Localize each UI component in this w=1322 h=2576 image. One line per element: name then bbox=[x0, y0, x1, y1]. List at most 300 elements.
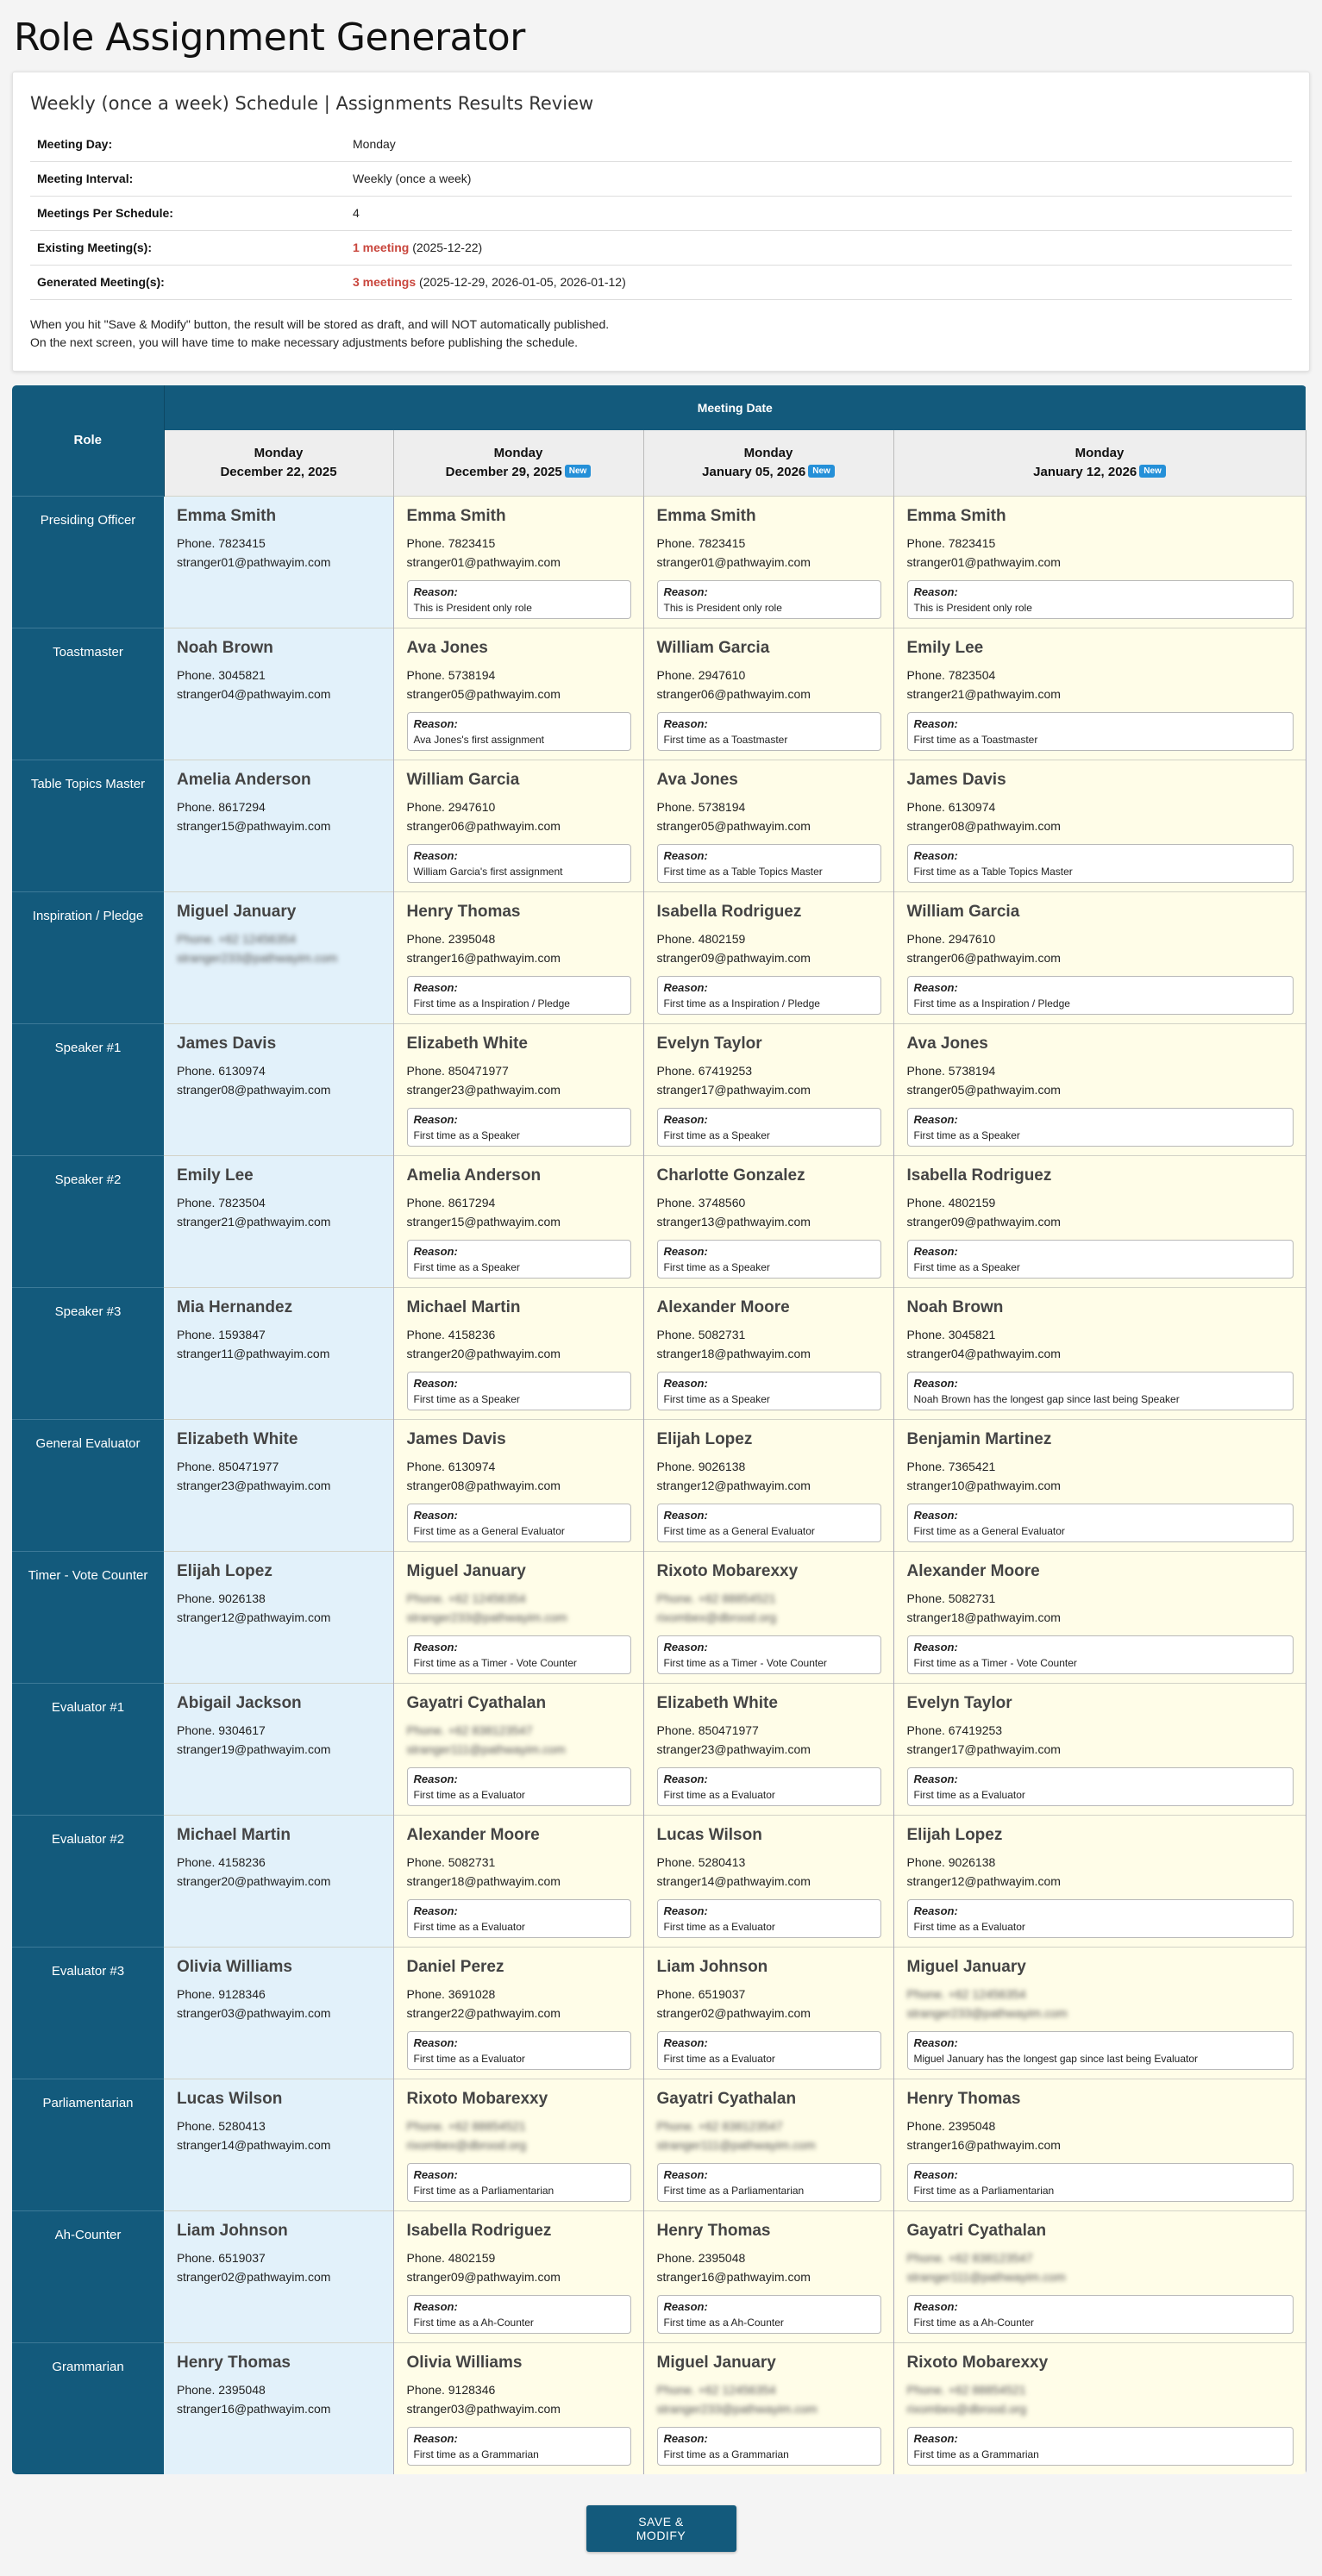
assignment-cell bbox=[393, 1287, 643, 1419]
member-email: stranger08@pathwayim.com bbox=[906, 818, 1061, 833]
reason-text: Ava Jones's first assignment bbox=[413, 733, 544, 746]
member-email: stranger05@pathwayim.com bbox=[906, 1082, 1061, 1097]
member-email: stranger22@pathwayim.com bbox=[406, 2005, 561, 2020]
reason-label: Reason: bbox=[913, 1904, 958, 1917]
assignment-cell bbox=[164, 2079, 393, 2210]
summary-key: Meeting Day: bbox=[30, 128, 346, 162]
member-email: rixombex@dbrood.org bbox=[656, 1610, 777, 1624]
meeting-date: December 29, 2025 bbox=[445, 464, 562, 479]
assignment-cell bbox=[393, 1419, 643, 1551]
member-phone: Phone. 9128346 bbox=[177, 1986, 266, 2001]
member-phone: Phone. 7823504 bbox=[177, 1195, 266, 1210]
reason-box bbox=[407, 1767, 631, 1806]
member-email: stranger01@pathwayim.com bbox=[906, 554, 1061, 569]
meeting-weekday: Monday bbox=[743, 445, 793, 460]
member-phone: Phone. 7823415 bbox=[177, 535, 266, 550]
member-email: stranger18@pathwayim.com bbox=[656, 1346, 811, 1360]
member-name: Elizabeth White bbox=[406, 1034, 528, 1053]
member-name: Rixoto Mobarexxy bbox=[656, 1561, 799, 1580]
assignment-cell bbox=[393, 891, 643, 1023]
member-email: stranger10@pathwayim.com bbox=[906, 1478, 1061, 1492]
member-name: Emma Smith bbox=[177, 506, 277, 525]
member-name: Henry Thomas bbox=[177, 2353, 291, 2372]
member-name: Miguel January bbox=[177, 902, 297, 921]
meeting-dates: (2025-12-29, 2026-01-05, 2026-01-12) bbox=[416, 275, 626, 289]
member-email: stranger02@pathwayim.com bbox=[656, 2005, 811, 2020]
summary-card bbox=[12, 72, 1310, 372]
meeting-date: January 05, 2026 bbox=[702, 464, 806, 479]
member-phone: Phone. 6130974 bbox=[906, 799, 996, 814]
assignment-cell bbox=[643, 2079, 893, 2210]
reason-text: First time as a Ah-Counter bbox=[663, 2316, 784, 2329]
assignment-cell bbox=[893, 1683, 1306, 1815]
reason-box bbox=[907, 844, 1294, 883]
reason-text: First time as a Ah-Counter bbox=[913, 2316, 1034, 2329]
member-email: stranger12@pathwayim.com bbox=[177, 1610, 331, 1624]
reason-label: Reason: bbox=[913, 2431, 958, 2445]
assignment-cell bbox=[893, 1419, 1306, 1551]
meeting-dates: (2025-12-22) bbox=[409, 241, 483, 254]
member-phone: Phone. 5082731 bbox=[656, 1327, 746, 1341]
reason-text: First time as a Inspiration / Pledge bbox=[663, 997, 820, 1010]
member-email: stranger04@pathwayim.com bbox=[177, 686, 331, 701]
member-name: Ava Jones bbox=[406, 638, 488, 657]
assignment-cell bbox=[164, 496, 393, 628]
member-phone: Phone. 3748560 bbox=[656, 1195, 746, 1210]
member-email: stranger233@pathwayim.com bbox=[406, 1610, 567, 1624]
assignment-cell bbox=[893, 1947, 1306, 2079]
member-email: stranger05@pathwayim.com bbox=[406, 686, 561, 701]
member-phone: Phone. 5738194 bbox=[656, 799, 746, 814]
reason-label: Reason: bbox=[663, 1508, 708, 1522]
member-phone: Phone. +62 838123547 bbox=[906, 2250, 1033, 2265]
reason-box bbox=[907, 1899, 1294, 1938]
reason-text: This is President only role bbox=[913, 601, 1032, 614]
role-column-header: Role bbox=[12, 385, 164, 496]
reason-box bbox=[907, 2427, 1294, 2466]
member-phone: Phone. 850471977 bbox=[177, 1459, 279, 1473]
member-phone: Phone. 2395048 bbox=[656, 2250, 746, 2265]
member-email: stranger111@pathwayim.com bbox=[406, 1741, 566, 1756]
member-phone: Phone. 9026138 bbox=[906, 1854, 996, 1869]
assignment-cell bbox=[893, 2079, 1306, 2210]
reason-label: Reason: bbox=[413, 1904, 458, 1917]
meeting-date-header: Meeting Date bbox=[164, 385, 1306, 430]
reason-text: This is President only role bbox=[663, 601, 782, 614]
member-name: Alexander Moore bbox=[656, 1297, 790, 1316]
page-title: Role Assignment Generator bbox=[14, 16, 525, 59]
meeting-date: January 12, 2026 bbox=[1033, 464, 1137, 479]
member-name: Olivia Williams bbox=[177, 1957, 292, 1976]
reason-label: Reason: bbox=[413, 716, 458, 730]
member-email: stranger111@pathwayim.com bbox=[906, 2269, 1066, 2284]
reason-box bbox=[657, 712, 881, 751]
reason-label: Reason: bbox=[413, 980, 458, 994]
reason-label: Reason: bbox=[413, 585, 458, 598]
summary-key: Generated Meeting(s): bbox=[30, 266, 346, 300]
role-name: Speaker #2 bbox=[12, 1155, 164, 1287]
member-name: Elijah Lopez bbox=[906, 1825, 1003, 1844]
member-email: stranger233@pathwayim.com bbox=[906, 2005, 1068, 2020]
member-email: rixombex@dbrood.org bbox=[906, 2401, 1027, 2416]
reason-text: First time as a Grammarian bbox=[413, 2448, 539, 2460]
member-phone: Phone. +62 12456354 bbox=[906, 1986, 1026, 2001]
reason-box bbox=[907, 976, 1294, 1015]
assignment-cell bbox=[164, 628, 393, 760]
member-name: James Davis bbox=[406, 1429, 506, 1448]
member-name: Evelyn Taylor bbox=[656, 1034, 762, 1053]
assignment-cell bbox=[643, 1551, 893, 1683]
meeting-date-line bbox=[644, 463, 893, 482]
member-name: Amelia Anderson bbox=[406, 1166, 542, 1185]
note-line-1: When you hit "Save & Modify" button, the result will be stored as draft, and will NOT automatically published. bbox=[30, 317, 610, 331]
assignment-cell bbox=[643, 891, 893, 1023]
role-name: Evaluator #3 bbox=[12, 1947, 164, 2079]
reason-text: First time as a Speaker bbox=[913, 1260, 1020, 1273]
member-phone: Phone. 9128346 bbox=[406, 2382, 496, 2397]
member-phone: Phone. 9026138 bbox=[177, 1591, 266, 1605]
reason-box bbox=[407, 2163, 631, 2202]
role-name: Evaluator #2 bbox=[12, 1815, 164, 1947]
date-column-header bbox=[164, 430, 393, 496]
member-name: Olivia Williams bbox=[406, 2353, 523, 2372]
member-name: Isabella Rodriguez bbox=[406, 2221, 552, 2240]
reason-text: First time as a Evaluator bbox=[913, 1920, 1025, 1933]
member-phone: Phone. 2947610 bbox=[906, 931, 996, 946]
reason-label: Reason: bbox=[913, 980, 958, 994]
reason-label: Reason: bbox=[913, 1772, 958, 1785]
member-phone: Phone. 6130974 bbox=[406, 1459, 496, 1473]
reason-text: First time as a Inspiration / Pledge bbox=[413, 997, 570, 1010]
assignment-cell bbox=[893, 496, 1306, 628]
member-email: stranger11@pathwayim.com bbox=[177, 1346, 330, 1360]
assignment-cell bbox=[164, 2342, 393, 2474]
summary-value bbox=[346, 266, 1292, 300]
member-email: stranger08@pathwayim.com bbox=[406, 1478, 561, 1492]
member-name: James Davis bbox=[906, 770, 1006, 789]
member-email: stranger08@pathwayim.com bbox=[177, 1082, 331, 1097]
member-name: Lucas Wilson bbox=[177, 2089, 283, 2108]
reason-text: First time as a Speaker bbox=[413, 1260, 520, 1273]
assignment-cell bbox=[393, 628, 643, 760]
reason-label: Reason: bbox=[413, 1244, 458, 1258]
member-name: Henry Thomas bbox=[656, 2221, 771, 2240]
reason-label: Reason: bbox=[663, 1244, 708, 1258]
member-name: Emily Lee bbox=[906, 638, 984, 657]
reason-text: First time as a Evaluator bbox=[913, 1788, 1025, 1801]
role-row bbox=[12, 2079, 1306, 2210]
assignment-cell bbox=[393, 1683, 643, 1815]
role-name: Parliamentarian bbox=[12, 2079, 164, 2210]
member-name: Henry Thomas bbox=[906, 2089, 1021, 2108]
meeting-date-line bbox=[394, 463, 643, 482]
reason-text: First time as a Speaker bbox=[663, 1392, 770, 1405]
date-column-header bbox=[393, 430, 643, 496]
assignment-cell bbox=[393, 1815, 643, 1947]
reason-label: Reason: bbox=[913, 1112, 958, 1126]
reason-label: Reason: bbox=[413, 2167, 458, 2181]
member-name: Miguel January bbox=[406, 1561, 526, 1580]
role-name: Speaker #3 bbox=[12, 1287, 164, 1419]
member-email: stranger18@pathwayim.com bbox=[406, 1873, 561, 1888]
summary-value bbox=[346, 231, 1292, 266]
reason-box bbox=[657, 2163, 881, 2202]
role-row bbox=[12, 628, 1306, 760]
assignment-cell bbox=[893, 2210, 1306, 2342]
member-name: Elijah Lopez bbox=[656, 1429, 753, 1448]
reason-box bbox=[907, 1372, 1294, 1410]
assignment-cell bbox=[643, 1287, 893, 1419]
reason-label: Reason: bbox=[913, 2167, 958, 2181]
member-name: Evelyn Taylor bbox=[906, 1693, 1012, 1712]
member-email: stranger12@pathwayim.com bbox=[656, 1478, 811, 1492]
member-name: Emma Smith bbox=[406, 506, 506, 525]
reason-box bbox=[657, 2295, 881, 2334]
reason-text: First time as a Table Topics Master bbox=[913, 865, 1073, 878]
member-phone: Phone. 7823415 bbox=[406, 535, 496, 550]
meeting-date-line bbox=[894, 463, 1306, 482]
reason-label: Reason: bbox=[663, 1640, 708, 1654]
summary-row bbox=[30, 197, 1292, 231]
member-name: Elizabeth White bbox=[177, 1429, 298, 1448]
member-email: stranger23@pathwayim.com bbox=[656, 1741, 811, 1756]
reason-label: Reason: bbox=[913, 2299, 958, 2313]
member-name: Isabella Rodriguez bbox=[906, 1166, 1052, 1185]
summary-value: Monday bbox=[346, 128, 1292, 162]
reason-text: First time as a Timer - Vote Counter bbox=[663, 1656, 827, 1669]
role-row bbox=[12, 1155, 1306, 1287]
assignment-cell bbox=[643, 1815, 893, 1947]
member-phone: Phone. 4802159 bbox=[906, 1195, 996, 1210]
member-email: stranger01@pathwayim.com bbox=[406, 554, 561, 569]
role-row bbox=[12, 1815, 1306, 1947]
reason-label: Reason: bbox=[413, 1508, 458, 1522]
reason-box bbox=[907, 1108, 1294, 1147]
member-email: stranger06@pathwayim.com bbox=[656, 686, 811, 701]
member-phone: Phone. 4802159 bbox=[406, 2250, 496, 2265]
reason-label: Reason: bbox=[413, 2035, 458, 2049]
reason-box bbox=[907, 580, 1294, 619]
member-email: stranger09@pathwayim.com bbox=[406, 2269, 561, 2284]
reason-box bbox=[407, 976, 631, 1015]
role-row bbox=[12, 2342, 1306, 2474]
member-name: Miguel January bbox=[906, 1957, 1026, 1976]
member-phone: Phone. 5280413 bbox=[656, 1854, 746, 1869]
reason-label: Reason: bbox=[913, 2035, 958, 2049]
member-phone: Phone. 2395048 bbox=[177, 2382, 266, 2397]
member-name: Emma Smith bbox=[906, 506, 1006, 525]
note-line-2: On the next screen, you will have time to make necessary adjustments before publishing the schedule. bbox=[30, 335, 579, 349]
meeting-count: 1 meeting bbox=[353, 241, 410, 254]
assignment-cell bbox=[393, 1551, 643, 1683]
new-badge: New bbox=[808, 465, 835, 478]
reason-text: First time as a General Evaluator bbox=[413, 1524, 565, 1537]
reason-box bbox=[657, 976, 881, 1015]
member-phone: Phone. 8617294 bbox=[177, 799, 266, 814]
reason-text: First time as a Grammarian bbox=[913, 2448, 1039, 2460]
summary-title: Weekly (once a week) Schedule | Assignments Results Review bbox=[30, 93, 594, 114]
reason-label: Reason: bbox=[913, 1244, 958, 1258]
assignment-cell bbox=[164, 1155, 393, 1287]
member-phone: Phone. 7823415 bbox=[656, 535, 746, 550]
reason-box bbox=[657, 2427, 881, 2466]
reason-box bbox=[657, 2031, 881, 2070]
reason-box bbox=[407, 1240, 631, 1279]
reason-box bbox=[907, 2031, 1294, 2070]
meeting-weekday: Monday bbox=[254, 445, 304, 460]
meeting-weekday: Monday bbox=[493, 445, 543, 460]
assignment-cell bbox=[643, 1155, 893, 1287]
reason-text: First time as a Speaker bbox=[413, 1392, 520, 1405]
assignment-cell bbox=[164, 2210, 393, 2342]
member-phone: Phone. 6130974 bbox=[177, 1063, 266, 1078]
reason-text: First time as a Speaker bbox=[913, 1129, 1020, 1141]
member-email: stranger04@pathwayim.com bbox=[906, 1346, 1061, 1360]
role-row bbox=[12, 2210, 1306, 2342]
reason-text: First time as a Parliamentarian bbox=[663, 2184, 805, 2197]
reason-text: First time as a Timer - Vote Counter bbox=[913, 1656, 1077, 1669]
role-row bbox=[12, 760, 1306, 891]
role-row bbox=[12, 1683, 1306, 1815]
assignment-cell bbox=[643, 496, 893, 628]
member-name: Noah Brown bbox=[906, 1297, 1004, 1316]
role-name: Timer - Vote Counter bbox=[12, 1551, 164, 1683]
summary-key: Meetings Per Schedule: bbox=[30, 197, 346, 231]
reason-label: Reason: bbox=[663, 1772, 708, 1785]
assignment-cell bbox=[893, 760, 1306, 891]
reason-box bbox=[407, 1372, 631, 1410]
reason-text: First time as a Evaluator bbox=[663, 2052, 775, 2065]
reason-text: First time as a Evaluator bbox=[413, 1788, 525, 1801]
member-phone: Phone. 3045821 bbox=[906, 1327, 996, 1341]
member-phone: Phone. 8617294 bbox=[406, 1195, 496, 1210]
reason-text: First time as a Parliamentarian bbox=[413, 2184, 554, 2197]
save-modify-button[interactable]: SAVE & MODIFY bbox=[586, 2505, 736, 2552]
member-name: Mia Hernandez bbox=[177, 1297, 293, 1316]
reason-box bbox=[907, 1240, 1294, 1279]
assignment-cell bbox=[164, 1947, 393, 2079]
reason-text: First time as a Inspiration / Pledge bbox=[913, 997, 1070, 1010]
member-phone: Phone. 6519037 bbox=[177, 2250, 266, 2265]
member-name: Michael Martin bbox=[406, 1297, 521, 1316]
member-email: stranger09@pathwayim.com bbox=[906, 1214, 1061, 1229]
assignment-cell bbox=[893, 2342, 1306, 2474]
member-email: stranger16@pathwayim.com bbox=[656, 2269, 811, 2284]
reason-label: Reason: bbox=[913, 1508, 958, 1522]
reason-box bbox=[907, 712, 1294, 751]
meeting-date-line bbox=[165, 463, 393, 482]
member-phone: Phone. 3691028 bbox=[406, 1986, 496, 2001]
reason-label: Reason: bbox=[663, 848, 708, 862]
member-email: stranger13@pathwayim.com bbox=[656, 1214, 811, 1229]
member-email: stranger01@pathwayim.com bbox=[656, 554, 811, 569]
reason-box bbox=[657, 1372, 881, 1410]
member-email: stranger16@pathwayim.com bbox=[406, 950, 561, 965]
assignment-cell bbox=[164, 1551, 393, 1683]
assignment-cell bbox=[643, 2210, 893, 2342]
member-phone: Phone. +62 838123547 bbox=[656, 2118, 783, 2133]
member-phone: Phone. 9304617 bbox=[177, 1723, 266, 1737]
reason-box bbox=[407, 580, 631, 619]
reason-label: Reason: bbox=[663, 716, 708, 730]
summary-row bbox=[30, 128, 1292, 162]
reason-box bbox=[407, 1504, 631, 1542]
member-name: Charlotte Gonzalez bbox=[656, 1166, 805, 1185]
reason-text: Miguel January has the longest gap since last being Evaluator bbox=[913, 2052, 1199, 2065]
reason-text: First time as a Evaluator bbox=[413, 1920, 525, 1933]
assignment-cell bbox=[643, 628, 893, 760]
assignment-cell bbox=[164, 1815, 393, 1947]
member-phone: Phone. +62 12456354 bbox=[406, 1591, 526, 1605]
member-phone: Phone. +62 12456354 bbox=[177, 931, 297, 946]
member-email: stranger21@pathwayim.com bbox=[177, 1214, 331, 1229]
member-name: Amelia Anderson bbox=[177, 770, 311, 789]
member-name: Liam Johnson bbox=[177, 2221, 288, 2240]
date-column-header bbox=[893, 430, 1306, 496]
reason-box bbox=[407, 2031, 631, 2070]
reason-box bbox=[907, 1635, 1294, 1674]
member-email: stranger03@pathwayim.com bbox=[406, 2401, 561, 2416]
member-name: Elizabeth White bbox=[656, 1693, 778, 1712]
role-row bbox=[12, 496, 1306, 628]
role-row bbox=[12, 1551, 1306, 1683]
member-name: Gayatri Cyathalan bbox=[906, 2221, 1047, 2240]
assignment-cell bbox=[893, 1287, 1306, 1419]
reason-text: First time as a Parliamentarian bbox=[913, 2184, 1055, 2197]
member-phone: Phone. 2947610 bbox=[656, 667, 746, 682]
member-email: stranger17@pathwayim.com bbox=[656, 1082, 811, 1097]
assignment-cell bbox=[643, 760, 893, 891]
member-name: Alexander Moore bbox=[906, 1561, 1040, 1580]
assignment-cell bbox=[893, 1815, 1306, 1947]
role-name: Speaker #1 bbox=[12, 1023, 164, 1155]
member-name: Ava Jones bbox=[656, 770, 738, 789]
meeting-date: December 22, 2025 bbox=[220, 464, 337, 479]
reason-text: First time as a General Evaluator bbox=[663, 1524, 815, 1537]
member-phone: Phone. 850471977 bbox=[406, 1063, 509, 1078]
assignment-cell bbox=[893, 1551, 1306, 1683]
date-column-header bbox=[643, 430, 893, 496]
member-email: stranger19@pathwayim.com bbox=[177, 1741, 331, 1756]
reason-text: First time as a Table Topics Master bbox=[663, 865, 823, 878]
reason-box bbox=[657, 1767, 881, 1806]
reason-box bbox=[657, 1899, 881, 1938]
assignment-cell bbox=[164, 1419, 393, 1551]
summary-value: Weekly (once a week) bbox=[346, 162, 1292, 197]
member-phone: Phone. 2395048 bbox=[406, 931, 496, 946]
member-phone: Phone. 67419253 bbox=[656, 1063, 753, 1078]
member-phone: Phone. 3045821 bbox=[177, 667, 266, 682]
member-phone: Phone. 67419253 bbox=[906, 1723, 1003, 1737]
member-phone: Phone. 7823415 bbox=[906, 535, 996, 550]
member-email: rixombex@dbrood.org bbox=[406, 2137, 527, 2152]
reason-text: Noah Brown has the longest gap since last being Speaker bbox=[913, 1392, 1180, 1405]
reason-label: Reason: bbox=[413, 2431, 458, 2445]
member-phone: Phone. 5738194 bbox=[406, 667, 496, 682]
reason-box bbox=[907, 2163, 1294, 2202]
member-name: Lucas Wilson bbox=[656, 1825, 762, 1844]
reason-label: Reason: bbox=[913, 1376, 958, 1390]
role-name: Inspiration / Pledge bbox=[12, 891, 164, 1023]
role-row bbox=[12, 1287, 1306, 1419]
reason-box bbox=[407, 1899, 631, 1938]
role-row bbox=[12, 891, 1306, 1023]
new-badge: New bbox=[565, 465, 592, 478]
meeting-count: 3 meetings bbox=[353, 275, 417, 289]
assignment-cell bbox=[643, 1947, 893, 2079]
member-name: William Garcia bbox=[656, 638, 770, 657]
member-phone: Phone. 4802159 bbox=[656, 931, 746, 946]
